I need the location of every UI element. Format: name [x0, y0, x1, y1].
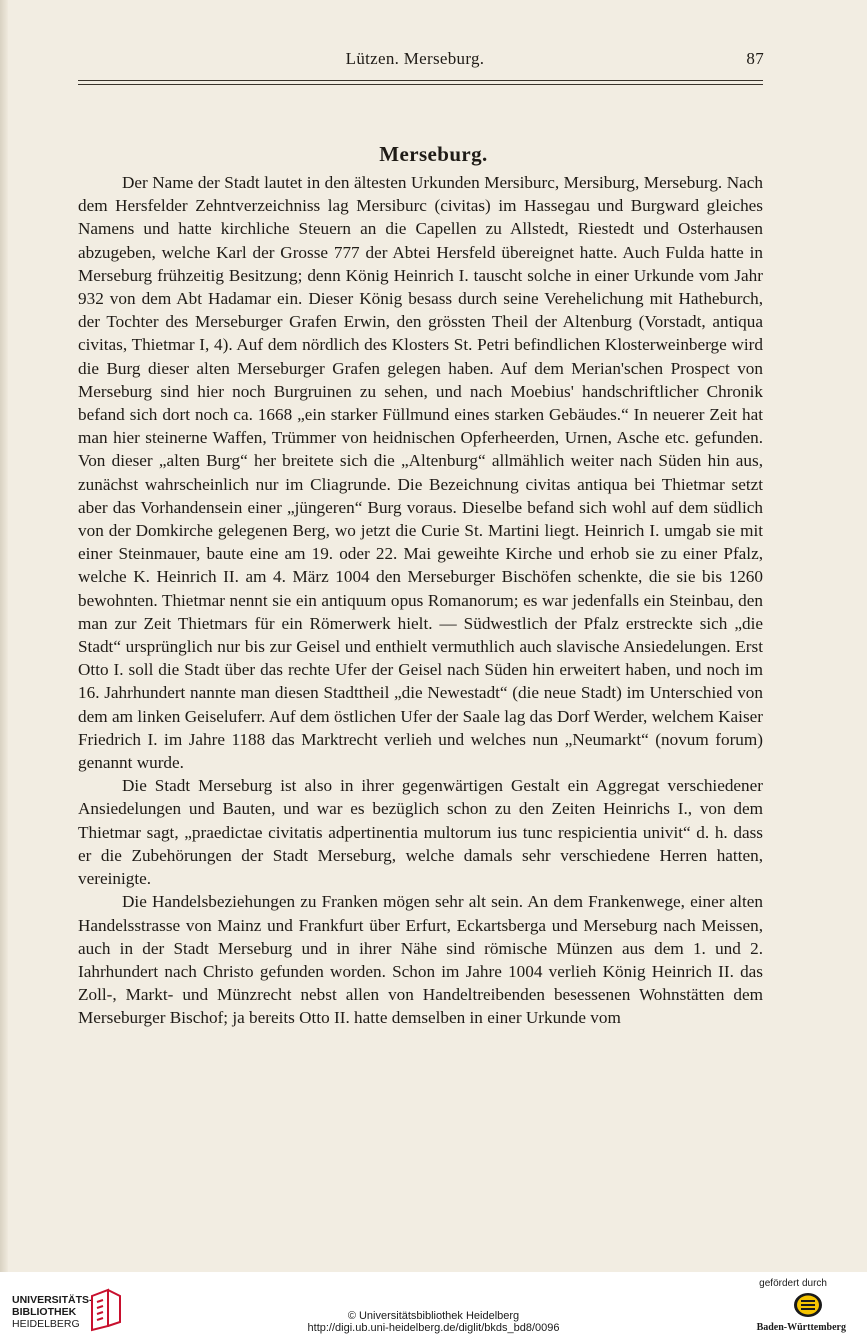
body-text: [78, 171, 763, 1030]
running-header: [0, 49, 867, 73]
header-rule: [78, 84, 763, 85]
funded-by-label: gefördert durch: [759, 1278, 827, 1289]
paragraph: Die Handelsbeziehungen zu Franken mögen sehr alt sein. An dem Frankenwege, einer alten Handelsstrasse von Mainz und Frankfurt über Erfurt, Eckartsberga und Merseburg nach Meissen, auch in der Stadt Merseburg und in ihrer Nähe sind römische Münzen aus dem 1. und 2. Iahrhundert nach Christo gefunden worden. Schon im Jahre 1004 verlieh König Heinrich II. das Zoll-, Markt- und Münzrecht nebst allen von Handeltreibenden besessenen Wohnstätten dem Merseburger Bischof; ja bereits Otto II. hatte demselben in einer Urkunde vom: [78, 892, 763, 1028]
footer-bar: [0, 1272, 867, 1337]
paragraph: Die Stadt Merseburg ist also in ihrer gegenwärtigen Gestalt ein Aggregat verschiedener Ansiedelungen und Bauten, und war es bezüglich schon zu den Zeiten Heinrichs I., von dem Thietmar sagt, „praedictae civitatis adpertinentia multorum ius tunc respicientia univit“ d. h. dass er die Zubehörungen der Stadt Merseburg, welche damals sehr verschiedene Herren hatten, vereinigte.: [78, 776, 763, 889]
copyright-notice: [0, 1310, 867, 1334]
running-title: Lützen. Merseburg.: [345, 49, 485, 68]
state-name: Baden-Württemberg: [756, 1322, 846, 1333]
copyright-text: © Universitätsbibliothek Heidelberg: [347, 1310, 520, 1322]
library-name-line: HEIDELBERG: [12, 1318, 80, 1330]
page-edge-shadow: [0, 0, 8, 1272]
library-name-line: BIBLIOTHEK: [12, 1306, 77, 1318]
header-rule: [78, 80, 763, 81]
section-title: Merseburg.: [379, 142, 488, 166]
paragraph: Der Name der Stadt lautet in den ältesten Urkunden Mersiburc, Mersiburg, Merseburg. Nach dem Hersfelder Zehntverzeichniss lag Mersiburc (civitas) im Hassegau und Burgward gleiches Namens und hatte kirchliche Steuern an die Capellen zu Allstedt, Riestedt und Osterhausen abzugeben, welche Karl der Grosse 777 der Abtei Hersfeld übereignet hatte. Auch Fulda hatte in Merseburg frühzeitig Besitzung; denn König Heinrich I. tauscht solche in einer Urkunde vom Jahr 932 von dem Abt Hadamar ein. Dieser König besass durch seine Verehelichung mit Hatheburch, der Tochter des Merseburger Grafen Erwin, den grössten Theil der Altenburg (Vorstadt, antiqua civitas, Thietmar I, 4). Auf dem nördlich des Klosters St. Petri befindlichen Klosterweinberge wird die Burg dieser alten Merseburger Grafen gelegen haben. Auf dem Merian'schen Prospect von Merseburg sind hier noch Burgruinen zu sehen, und nach Moebius' handschriftlicher Chronik befand sich dort noch ca. 1668 „ein starker Füllmund eines starken Gebäudes.“ In neuerer Zeit hat man hier steinerne Waffen, Trümmer von heidnischen Opferheerden, Urnen, Asche etc. gefunden. Von dieser „alten Burg“ her breitete sich die „Altenburg“ allmählich weiter nach Süden hin aus, zunächst wahrscheinlich nur im Cliagrunde. Die Bezeichnung civitas antiqua bei Thietmar setzt aber das Vorhandensein einer „jüngeren“ Burg voraus. Dieselbe befand sich wohl auf dem südlich von der Domkirche gelegenen Berg, wo jetzt die Curie St. Martini liegt. Heinrich I. umgab sie mit einer Steinmauer, baute eine am 19. oder 22. Mai geweihte Kirche und erhob sie zu einer Pfalz, welche K. Heinrich II. am 4. März 1004 den Merseburger Bischöfen schenkte, die sie bis 1260 bewohnten. Thietmar nennt sie ein antiquum opus Romanorum; es war jedenfalls ein Steinbau, den man zur Zeit Thietmars für ein Römerwerk hielt. — Südwestlich der Pfalz erstreckte sich „die Stadt“ ursprünglich nur bis zur Geisel und enthielt vermuthlich auch slavische Ansiedelungen. Erst Otto I. soll die Stadt über das rechte Ufer der Geisel nach Süden hin erweitert haben, und noch im 16. Jahrhundert nannte man diesen Stadttheil „die Newestadt“ (die neue Stadt) im Unterschied von dem am linken Geiseluferr. Auf dem östlichen Ufer der Saale lag das Dorf Werder, welchem Kaiser Friedrich I. im Jahre 1188 das Marktrecht verlieh und welches nun „Neumarkt“ (novum forum) genannt wurde.: [78, 173, 763, 773]
state-seal-icon: [793, 1292, 823, 1318]
permalink-url[interactable]: http://digi.ub.uni-heidelberg.de/diglit/bkds_bd8/0096: [307, 1322, 560, 1334]
page-number: 87: [746, 49, 764, 68]
library-name-line: UNIVERSITÄTS-: [12, 1294, 93, 1306]
